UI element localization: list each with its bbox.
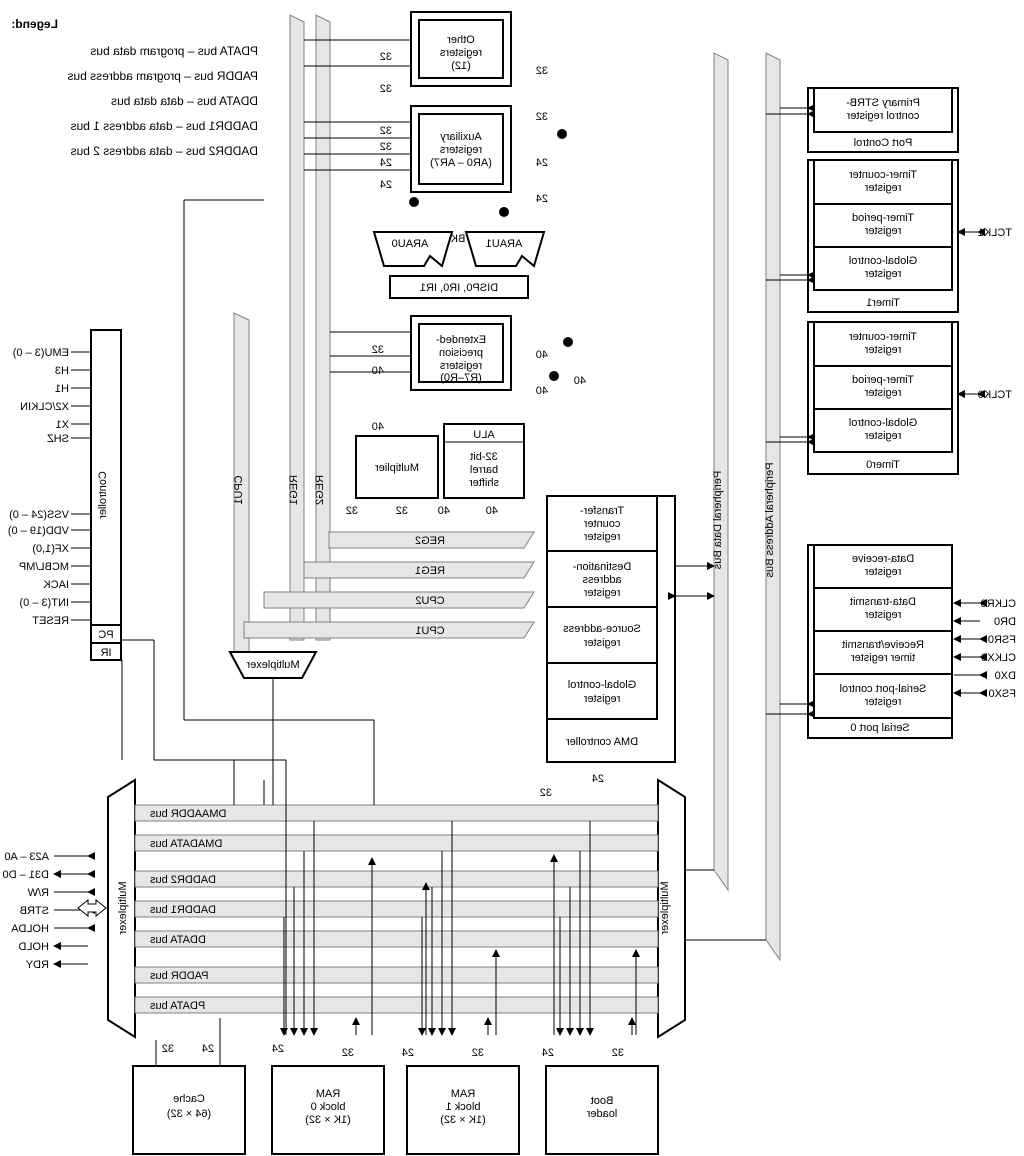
- serial-reg-label: timer register: [850, 652, 916, 664]
- width-label: 32: [341, 1047, 354, 1059]
- legend-item: DDATA bus – data data bus: [111, 94, 258, 108]
- timer0-title: Timer0: [866, 459, 900, 471]
- shifter-label: 32-bit: [470, 451, 498, 463]
- serial-reg-label: register: [864, 566, 902, 578]
- vbus-reg1: [290, 15, 304, 640]
- junction-dot: [563, 337, 573, 347]
- junction-dot: [557, 129, 567, 139]
- dma-reg-label: address: [582, 574, 622, 586]
- arau0-label: ARAU0: [391, 238, 429, 250]
- dma-reg-label: register: [583, 637, 621, 649]
- cpu-buses: [244, 532, 534, 638]
- legend-title: Legend:: [11, 17, 58, 31]
- serial-port-0: [766, 545, 1016, 738]
- timer-reg-label: register: [864, 430, 902, 442]
- width-label: 24: [271, 1043, 284, 1055]
- serial-reg-label: register: [864, 696, 902, 708]
- vbus-label: REG1: [288, 475, 300, 505]
- legend-item: DADDR1 bus – data address 1 bus: [70, 119, 258, 133]
- hbus-cpu2: [264, 592, 534, 608]
- pin-d31-d0: D31 – D0: [2, 869, 49, 881]
- port-control-title: Port Control: [853, 137, 913, 149]
- bus-label: DMADATA bus: [150, 838, 223, 850]
- dma-reg-label: Destination-: [572, 561, 632, 573]
- width-label: 24: [379, 157, 392, 169]
- ram1-block: block 1: [445, 1101, 481, 1113]
- timer-1: [766, 160, 1012, 312]
- serial-reg-label: Data-receive: [851, 553, 915, 565]
- ext-label: precision: [438, 347, 484, 359]
- width-label: 32: [379, 51, 392, 63]
- other-label: Other: [447, 34, 475, 46]
- left-multiplexer-label: Multiplexer: [117, 881, 129, 935]
- other-label: (12): [451, 60, 471, 72]
- width-label: 32: [371, 344, 384, 356]
- width-label: 40: [573, 375, 586, 387]
- timer-reg-label: Timer-period: [852, 212, 914, 224]
- dma-reg-label: counter: [583, 518, 621, 530]
- dma-reg-global-control: [547, 663, 657, 719]
- pin-clkx0: CLKX0: [981, 652, 1016, 664]
- ir-label: IR: [100, 647, 112, 659]
- hbus-label: CPU2: [415, 595, 445, 607]
- pin-emu: EMU(3 – 0): [12, 347, 69, 359]
- pin-int: INT(3 – 0): [19, 597, 69, 609]
- dma-title: DMA controller: [565, 736, 639, 748]
- pin-reset: RESET: [32, 615, 69, 627]
- pin-fsr0: FSR0: [987, 634, 1016, 646]
- controller-label: Controller: [97, 471, 109, 519]
- pin-strb: STRB: [19, 905, 49, 917]
- width-label: 24: [535, 193, 548, 205]
- shifter-label: barrel: [469, 464, 499, 476]
- width-label: 32: [379, 141, 392, 153]
- dma-reg-source-address: [547, 607, 657, 663]
- serial-title: Serial port 0: [850, 722, 910, 734]
- auxiliary-registers: [304, 106, 567, 205]
- ram1-label: RAM: [450, 1088, 476, 1100]
- pin-dx0: DX0: [994, 670, 1016, 682]
- cache-label: Cache: [173, 1093, 205, 1105]
- width-label: 40: [535, 349, 548, 361]
- bus-label: DMAADDR bus: [150, 808, 227, 820]
- ext-label: (R7–R0): [440, 372, 482, 384]
- width-label: 32: [345, 505, 358, 517]
- bus-label: PADDR bus: [150, 970, 209, 982]
- timer1-title: Timer1: [866, 297, 900, 309]
- pin-hold: HOLD: [18, 941, 49, 953]
- ext-label: Extended-: [435, 334, 487, 346]
- dma-reg-label: register: [583, 531, 621, 543]
- peripheral-data-bus-label: Peripheral Data Bus: [712, 470, 724, 570]
- other-label: registers: [439, 47, 483, 59]
- width-label: 24: [535, 157, 548, 169]
- serial-reg-label: register: [864, 609, 902, 621]
- extended-registers: [330, 316, 586, 397]
- ram0-label: RAM: [315, 1088, 341, 1100]
- dma-reg-label: register: [583, 587, 621, 599]
- timer-reg-label: register: [864, 344, 902, 356]
- bus-label: DADDR1 bus: [150, 904, 217, 916]
- legend-item: PADDR bus – program address bus: [67, 69, 258, 83]
- bus-label: PDATA bus: [150, 1000, 206, 1012]
- vbus-label: REG2: [314, 475, 326, 505]
- width-label: 32: [535, 111, 548, 123]
- dma-controller: [540, 496, 714, 799]
- memory-interface-pins: [3, 851, 106, 971]
- legend-item: PDATA bus – program data bus: [90, 44, 258, 58]
- junction-dot: [549, 371, 559, 381]
- port-reg-label: Primary STRB-: [846, 97, 920, 109]
- shifter-label: shifter: [469, 477, 499, 489]
- port-reg-label: control register: [846, 110, 920, 122]
- pin-a23-a0: A23 – A0: [4, 851, 49, 863]
- pin-x1: X1: [55, 419, 69, 431]
- dma-reg-label: Global-control: [567, 679, 637, 691]
- arithmetic-units: [346, 421, 524, 517]
- width-label: 40: [485, 505, 498, 517]
- pin-rw: R/W: [27, 887, 49, 899]
- width-label: 24: [591, 773, 604, 785]
- pin-tclk1: TCLK1: [977, 227, 1012, 239]
- vbus-reg2: [316, 15, 330, 640]
- timer-reg-label: register: [864, 387, 902, 399]
- hbus-cpu1: [244, 622, 534, 638]
- center-multiplexer-label: Multiplexer: [246, 659, 300, 671]
- width-label: 40: [371, 421, 384, 433]
- alu-label: ALU: [473, 429, 495, 441]
- pin-rdy: RDY: [25, 959, 49, 971]
- width-label: 24: [379, 179, 392, 191]
- arau1-label: ARAU1: [485, 238, 523, 250]
- hbus-label: REG1: [415, 565, 445, 577]
- hbus-label: REG2: [415, 535, 445, 547]
- dma-reg-label: register: [583, 693, 621, 705]
- vbus-label: CPU1: [233, 475, 245, 505]
- pc-label: PC: [98, 629, 114, 641]
- peripheral-buses: [685, 53, 780, 960]
- ram0-block: block 0: [310, 1101, 346, 1113]
- pin-x2-clkin: X2/CLKIN: [20, 401, 69, 413]
- right-multiplexer-label: Multiplexer: [659, 881, 671, 935]
- timer-reg-label: Global-control: [848, 417, 918, 429]
- legend-item: DADDR2 bus – data address 2 bus: [70, 144, 258, 158]
- disp-label: DISP0, IR0, IR1: [419, 282, 499, 294]
- width-label: 32: [539, 787, 552, 799]
- timer-reg-label: Timer-counter: [848, 169, 918, 181]
- width-label: 32: [379, 83, 392, 95]
- junction-dot: [499, 207, 509, 217]
- timer-reg-label: register: [864, 182, 902, 194]
- double-arrow-icon: [78, 900, 106, 916]
- pin-clkr0: CLKR0: [980, 598, 1016, 610]
- pin-holda: HOLDA: [11, 923, 49, 935]
- other-registers: [304, 12, 548, 95]
- pin-h1: H1: [54, 383, 69, 395]
- pin-shz: SHZ: [47, 433, 69, 445]
- serial-reg-label: Receive/transmit: [842, 639, 924, 651]
- ram0-size: (1K × 32): [305, 1114, 351, 1126]
- bk-label: BK: [450, 233, 466, 245]
- boot-label: Boot: [590, 1095, 614, 1107]
- pin-dr0: DR0: [993, 616, 1016, 628]
- serial-reg-label: Serial-port control: [839, 683, 927, 695]
- dma-reg-label: Transfer-: [579, 505, 625, 517]
- width-label: 32: [535, 65, 548, 77]
- timer-reg-label: register: [864, 225, 902, 237]
- pin-mcbl-mp: MCBL/MP: [18, 561, 69, 573]
- pin-tclk0: TCLK0: [977, 389, 1012, 401]
- timer-0: [766, 322, 1012, 474]
- width-label: 32: [611, 1047, 624, 1059]
- width-label: 24: [541, 1047, 554, 1059]
- legend: [11, 17, 258, 158]
- timer-reg-label: Timer-counter: [848, 331, 918, 343]
- timer-reg-label: Global-control: [848, 255, 918, 267]
- width-label: 40: [371, 365, 384, 377]
- pin-vss: VSS(24 – 0): [9, 509, 69, 521]
- width-label: 24: [401, 1047, 414, 1059]
- timer-reg-label: Timer-period: [852, 374, 914, 386]
- address-units: [374, 197, 544, 298]
- ram1-size: (1K × 32): [440, 1114, 486, 1126]
- aux-label: registers: [439, 144, 483, 156]
- bus-label: DDATA bus: [150, 934, 206, 946]
- ext-label: registers: [439, 360, 483, 372]
- width-label: 32: [161, 1043, 174, 1055]
- pin-h3: H3: [54, 365, 69, 377]
- width-label: 40: [535, 385, 548, 397]
- pin-iack: IACK: [43, 579, 69, 591]
- aux-label: (AR0 – AR7): [430, 157, 492, 169]
- width-label: 32: [395, 505, 408, 517]
- width-label: 40: [437, 505, 450, 517]
- timer-reg-label: register: [864, 268, 902, 280]
- width-label: 32: [471, 1047, 484, 1059]
- pin-fsx0: FSX0: [988, 688, 1016, 700]
- serial-reg-label: Data-transmit: [849, 596, 917, 608]
- dma-reg-label: Source-address: [563, 623, 641, 635]
- hbus-label: CPU1: [415, 625, 445, 637]
- controller-pins: [8, 347, 91, 627]
- vertical-buses: [233, 15, 330, 652]
- width-label: 32: [379, 125, 392, 137]
- cache-size: (64 × 32): [166, 1108, 212, 1120]
- peripheral-address-bus-label: Peripheral Address Bus: [764, 462, 776, 578]
- pin-xf: XF(1,0): [32, 543, 69, 555]
- width-label: 24: [201, 1043, 214, 1055]
- aux-label: Auxiliary: [440, 131, 482, 143]
- port-control: [766, 88, 958, 152]
- memory-blocks: [133, 1066, 658, 1154]
- controller: [91, 330, 121, 660]
- pin-vdd: VDD(19 – 0): [7, 525, 69, 537]
- junction-dot: [409, 197, 419, 207]
- boot-loader-label: loader: [586, 1108, 618, 1120]
- multiplier-label: Multiplier: [374, 462, 420, 474]
- bus-label: DADDR2 bus: [150, 874, 217, 886]
